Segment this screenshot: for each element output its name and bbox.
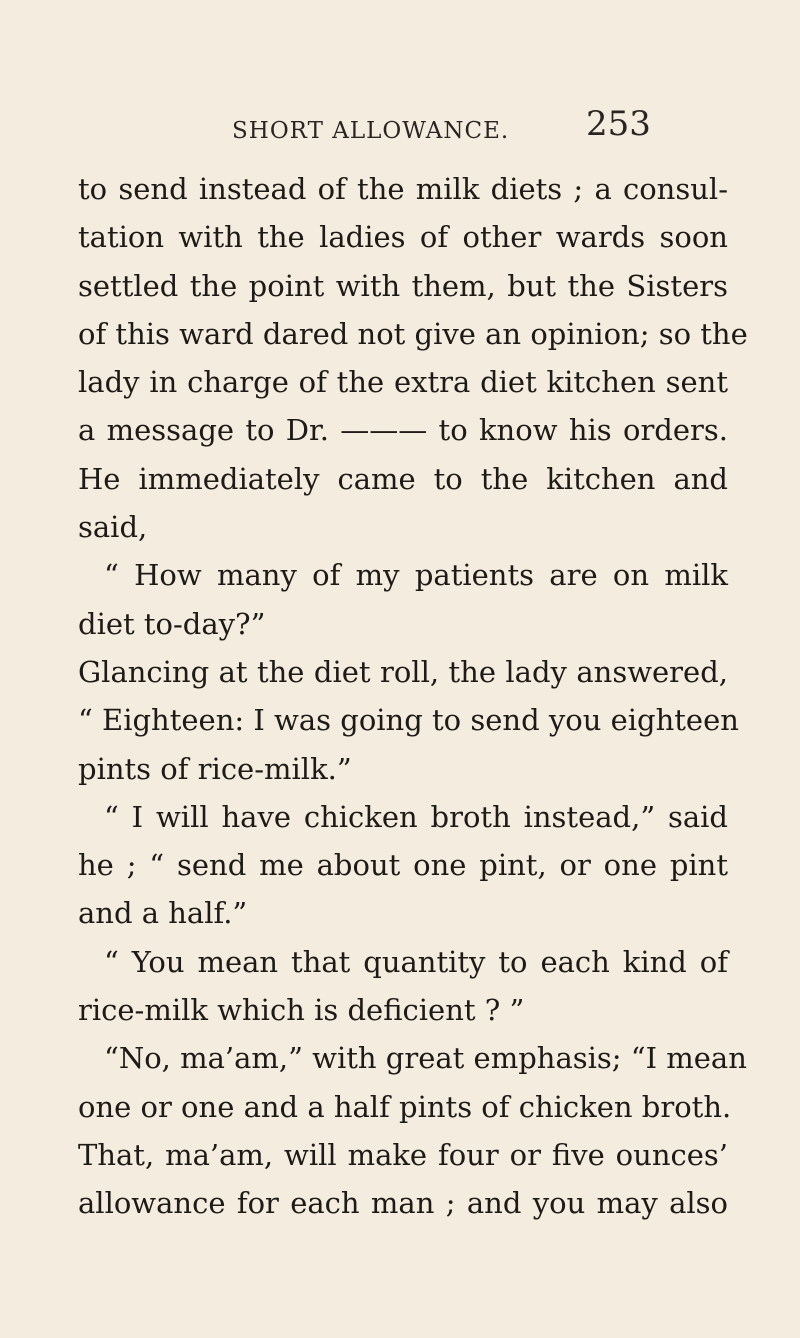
text-line: tation with the ladies of other wards soon xyxy=(78,220,728,255)
text-line: That, ma’am, will make four or five ounces’ xyxy=(78,1137,728,1172)
text-line: rice-milk which is deficient ? ” xyxy=(78,993,525,1028)
text-line: he ; “ send me about one pint, or one pint xyxy=(78,848,728,883)
text-line: “ Eighteen: I was going to send you eighteen xyxy=(78,703,739,738)
text-line: of this ward dared not give an opinion; so the xyxy=(78,316,748,351)
text-line: pints of rice-milk.” xyxy=(78,751,352,786)
running-head: SHORT ALLOWANCE. xyxy=(232,118,510,144)
text-line: and a half.” xyxy=(78,896,248,931)
text-line: said, xyxy=(78,510,148,545)
text-line: diet to-day?” xyxy=(78,606,266,641)
text-line: a message to Dr. ——— to know his orders. xyxy=(78,413,728,448)
text-line: settled the point with them, but the Sisters xyxy=(78,268,728,303)
text-line: one or one and a half pints of chicken broth. xyxy=(78,1089,732,1124)
body-text xyxy=(78,165,748,1228)
text-line: “ How many of my patients are on milk xyxy=(104,558,728,593)
text-line: allowance for each man ; and you may also xyxy=(78,1186,728,1221)
page-number: 253 xyxy=(586,104,651,144)
text-line: He immediately came to the kitchen and xyxy=(78,461,728,496)
text-line: to send instead of the milk diets ; a consul- xyxy=(78,172,728,206)
text-line: lady in charge of the extra diet kitchen sent xyxy=(78,365,728,400)
text-line: “No, ma’am,” with great emphasis; “I mean xyxy=(104,1041,747,1076)
text-line: Glancing at the diet roll, the lady answered, xyxy=(78,654,728,689)
text-line: “ You mean that quantity to each kind of xyxy=(104,944,728,979)
text-line: “ I will have chicken broth instead,” said xyxy=(104,799,728,834)
